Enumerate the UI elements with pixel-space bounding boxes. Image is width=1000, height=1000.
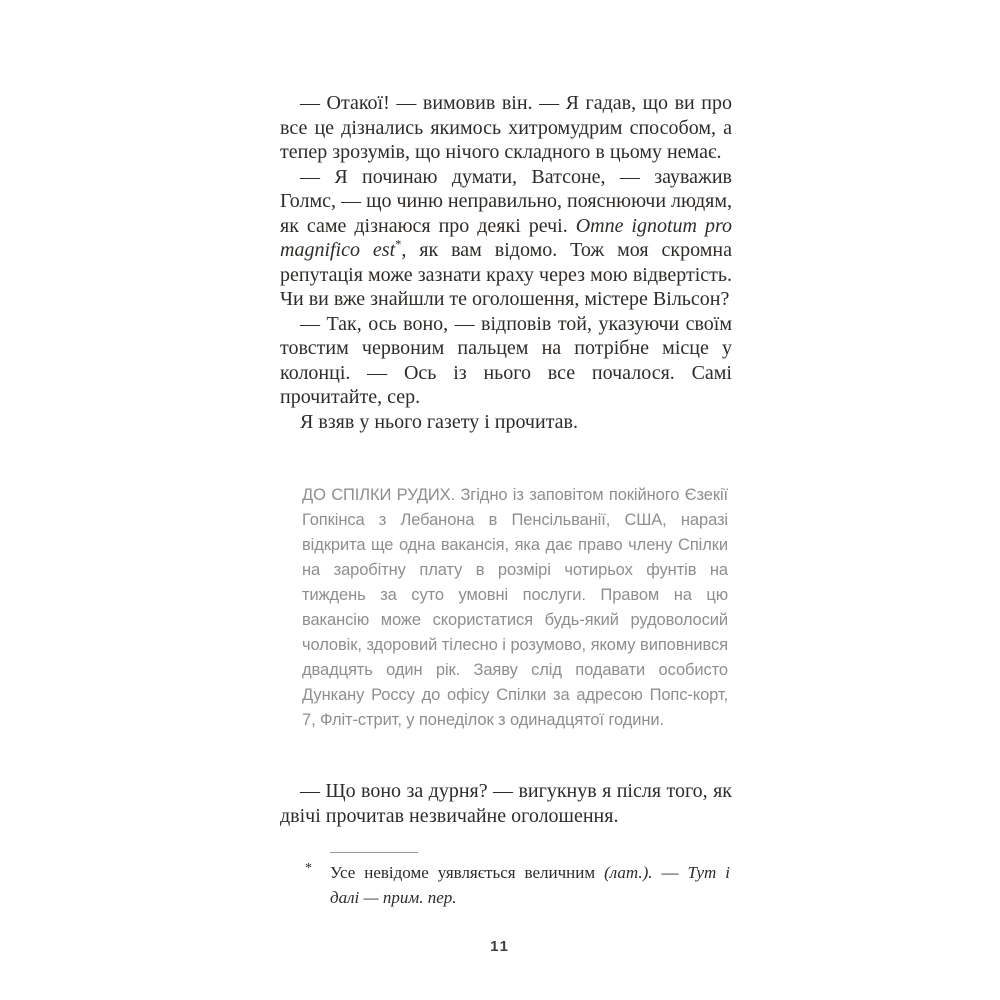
footnote-text-translator-note: Тут і далі — прим. пер. [330, 863, 731, 907]
page-number: 11 [490, 938, 510, 955]
newspaper-advertisement [302, 483, 728, 733]
paragraph-dialogue-3: — Так, ось воно, — відповів той, указуючи своїм товстим червоним пальцем на потрібне місце у колонці. — Ось із нього все почалося. Самі прочитайте, сер. [280, 312, 732, 408]
latin-phrase: Omne ignotum pro magnifico est [280, 214, 732, 261]
footnote-marker: * [305, 861, 312, 876]
paragraph-dialogue-1: — Отакої! — вимовив він. — Я гадав, що ви про все це дізнались якимось хитромудрим способом, а тепер зрозумів, що нічого складного в цьому немає. [280, 92, 732, 163]
footnote [280, 852, 732, 910]
footnote-reference-asterisk: * [395, 237, 402, 252]
footnote-text-dash: — [652, 863, 688, 882]
paragraph-narration: Я взяв у нього газету і прочитав. [300, 410, 578, 433]
footnote-text-latin-label: (лат.). [604, 863, 653, 882]
paragraph-dialogue-2 [280, 165, 732, 312]
paragraph-dialogue-4: — Що воно за дурня? — вигукнув я після того, як двічі прочитав незвичайне оголошення. [280, 780, 732, 827]
paragraph-2-tail: , як вам відомо. Тож моя скромна репутація може зазнати краху через мою відвертість. Чи ви вже знайшли те оголошення, містере Вільсон? [280, 239, 732, 310]
footnote-separator-rule [330, 852, 418, 853]
advertisement-text: ДО СПІЛКИ РУДИХ. Згідно із заповітом покійного Єзекії Гопкінса з Лебанона в Пенсільванії, США, наразі відкрита ще одна вакансія, яка дає право члену Спілки на заробітну плату в розмірі чотирьох фунтів на тиждень за суто умовні послуги. Правом на цю вакансію може скористатися будь-який рудоволосий чоловік, здоровий тілесно і розумово, якому виповнився двадцять один рік. Заяву слід подавати особисто Дункану Россу до офісу Спілки за адресою Попс-корт, 7, Фліт-стрит, у понеділок з одинадцятої години. [302, 486, 728, 729]
footnote-row [280, 860, 732, 910]
paragraph-2-lead: — Я починаю думати, Ватсоне, — зауважив Голмс, — що чиню неправильно, пояснюючи людям, як саме дізнаюся про деякі речі. [280, 165, 732, 237]
footnote-text-normal: Усе невідоме уявляється величним [330, 863, 605, 882]
footnote-text [330, 860, 730, 910]
after-advertisement-column [280, 779, 732, 828]
body-text-column [280, 91, 732, 434]
